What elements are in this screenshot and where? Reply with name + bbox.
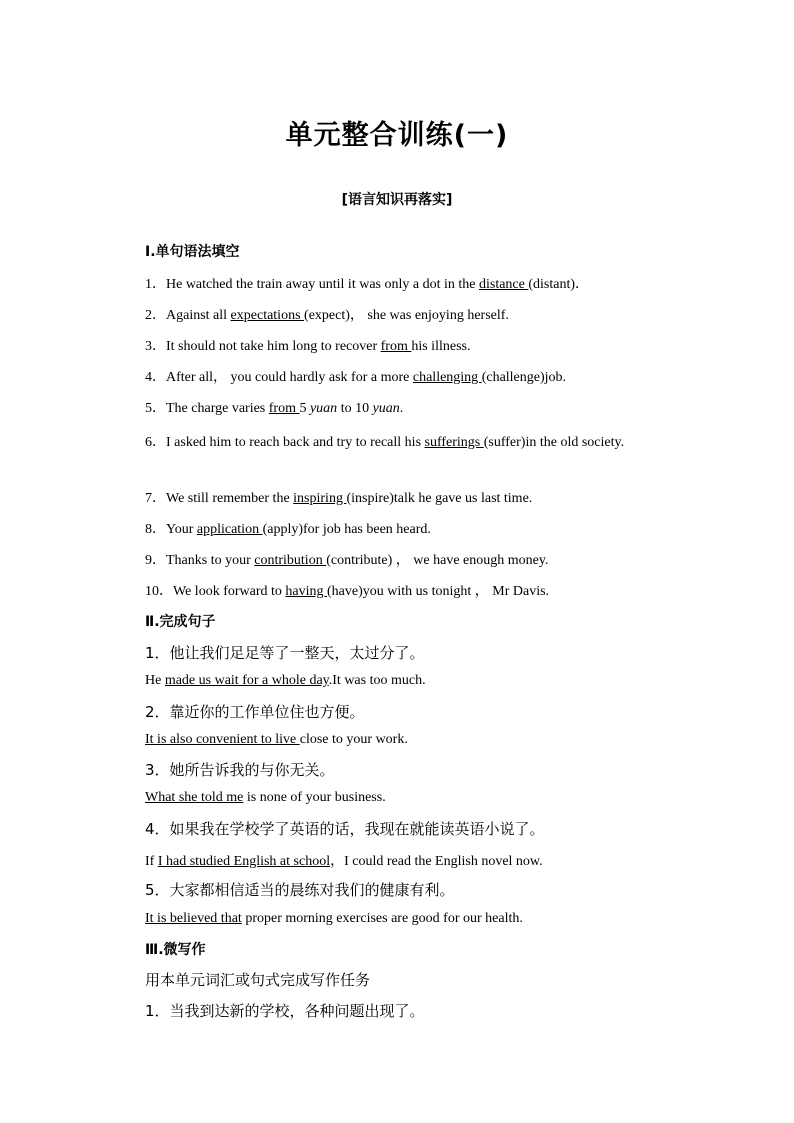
answer: sufferings [424, 435, 484, 450]
answer: having [285, 584, 328, 599]
exercise-item-6: 6．I asked him to reach back and try to recall his sufferings (suffer)in the old society. [145, 435, 625, 450]
section2-heading: Ⅱ.完成句子 [145, 614, 216, 630]
answer: application [196, 522, 263, 537]
page-title: 单元整合训练(一) [285, 120, 509, 151]
exercise-item-9: 9．Thanks to your contribution (contribute) ， we have enough money. [145, 553, 549, 568]
exercise-item-3: 3．It should not take him long to recover from his illness. [145, 339, 471, 354]
answer: expectations [230, 308, 305, 323]
answer: I had studied English at school [157, 854, 331, 869]
exercise-item-5: 5．The charge varies from 5 yuan to 10 yuan. [145, 401, 404, 416]
answer-line-5: It is believed that proper morning exercises are good for our health. [145, 911, 523, 926]
answer-line-2: It is also convenient to live close to your work. [145, 732, 408, 747]
answer-line-1: He made us wait for a whole day.It was too much. [145, 673, 426, 688]
answer: made us wait for a whole day [164, 673, 329, 688]
answer: inspiring [293, 491, 347, 506]
answer: from [380, 339, 412, 354]
answer: distance [478, 277, 529, 292]
answer: What she told me [145, 790, 244, 805]
section1-heading: Ⅰ.单句语法填空 [145, 244, 240, 260]
answer: It is believed that [145, 911, 242, 926]
exercise-item-1: 1．He watched the train away until it was only a dot in the distance (distant)． [145, 277, 590, 292]
answer: contribution [254, 553, 327, 568]
answer-line-3: What she told me is none of your business. [145, 790, 386, 805]
prompt-cn-4: 4．如果我在学校学了英语的话，我现在就能读英语小说了。 [145, 820, 545, 838]
section3-heading: Ⅲ.微写作 [145, 942, 206, 958]
prompt-cn-3: 3．她所告诉我的与你无关。 [145, 761, 335, 779]
section3-intro: 用本单元词汇或句式完成写作任务 [145, 971, 371, 989]
exercise-item-7: 7．We still remember the inspiring (inspire)talk he gave us last time. [145, 491, 533, 506]
prompt-cn-1: 1．他让我们足足等了一整天，太过分了。 [145, 644, 425, 662]
section-group-title: [语言知识再落实] [341, 192, 453, 208]
exercise-item-2: 2．Against all expectations (expect)， she was enjoying herself. [145, 308, 509, 323]
exercise-item-4: 4．After all， you could hardly ask for a more challenging (challenge)job. [145, 370, 567, 385]
prompt-cn-5: 5．大家都相信适当的晨练对我们的健康有利。 [145, 881, 455, 899]
answer: from [268, 401, 300, 416]
exercise-item-8: 8．Your application (apply)for job has been heard. [145, 522, 431, 537]
answer: It is also convenient to live [145, 732, 300, 747]
answer: challenging [412, 370, 482, 385]
writing-task-1: 1．当我到达新的学校，各种问题出现了。 [145, 1002, 425, 1020]
answer-line-4: If I had studied English at school，I could read the English novel now. [145, 854, 543, 869]
exercise-item-10: 10．We look forward to having (have)you with us tonight ， Mr Davis. [145, 584, 550, 599]
prompt-cn-2: 2．靠近你的工作单位住也方便。 [145, 703, 365, 721]
